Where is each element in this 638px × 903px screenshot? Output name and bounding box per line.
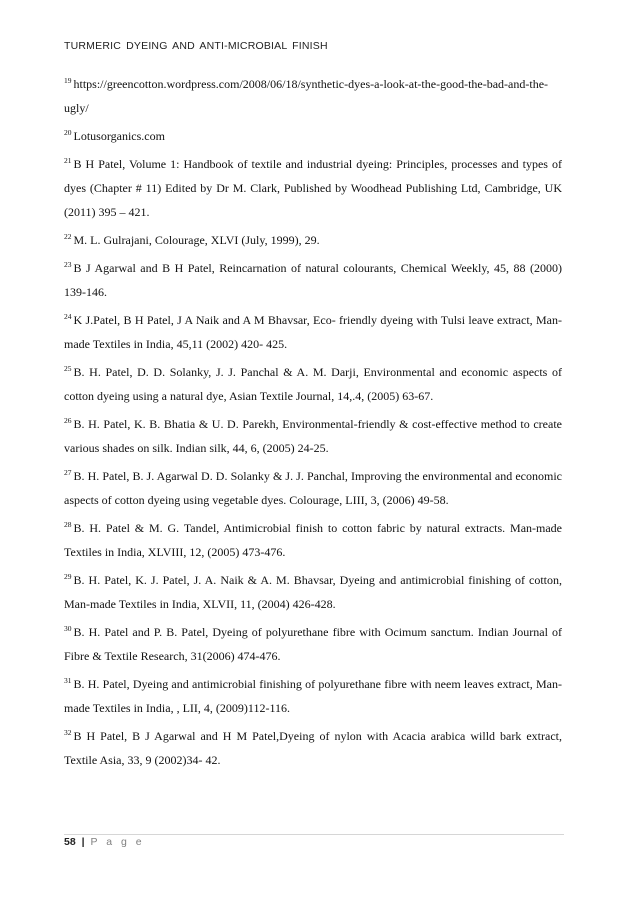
reference-item xyxy=(64,152,562,224)
reference-item xyxy=(64,568,562,616)
reference-text: K J.Patel, B H Patel, J A Naik and A M Bhavsar, Eco- friendly dyeing with Tulsi leave extract, Man-made Textiles in India, 45,11 (2002) 420- 425. xyxy=(64,313,562,351)
reference-text: B. H. Patel and P. B. Patel, Dyeing of polyurethane fibre with Ocimum sanctum. Indian Journal of Fibre & Textile Research, 31(2006) 474-476. xyxy=(64,625,562,663)
reference-list xyxy=(64,72,562,776)
reference-number: 28 xyxy=(64,520,72,529)
reference-number: 25 xyxy=(64,364,72,373)
reference-number: 27 xyxy=(64,468,72,477)
reference-text: B H Patel, B J Agarwal and H M Patel,Dyeing of nylon with Acacia arabica willd bark extract, Textile Asia, 33, 9 (2002)34- 42. xyxy=(64,729,562,767)
reference-number: 21 xyxy=(64,156,72,165)
reference-text: B. H. Patel, Dyeing and antimicrobial finishing of polyurethane fibre with neem leaves extract, Man-made Textiles in India, , LII, 4, (2009)112-116. xyxy=(64,677,562,715)
reference-number: 29 xyxy=(64,572,72,581)
reference-number: 24 xyxy=(64,312,72,321)
reference-number: 31 xyxy=(64,676,72,685)
page-label: P a g e xyxy=(90,836,145,848)
reference-text: B. H. Patel, D. D. Solanky, J. J. Panchal & A. M. Darji, Environmental and economic aspects of cotton dyeing using a natural dye, Asian Textile Journal, 14,.4, (2005) 63-67. xyxy=(64,365,562,403)
reference-text: B. H. Patel & M. G. Tandel, Antimicrobial finish to cotton fabric by natural extracts. Man-made Textiles in India, XLVIII, 12, (2005) 473-476. xyxy=(64,521,562,559)
reference-item xyxy=(64,124,562,148)
footer-divider xyxy=(64,834,564,835)
reference-item xyxy=(64,464,562,512)
reference-text: Lotusorganics.com xyxy=(73,129,165,143)
page-footer xyxy=(64,836,145,848)
reference-item xyxy=(64,256,562,304)
reference-item xyxy=(64,672,562,720)
reference-text: B. H. Patel, K. B. Bhatia & U. D. Parekh, Environmental-friendly & cost-effective method to create various shades on silk. Indian silk, 44, 6, (2005) 24-25. xyxy=(64,417,562,455)
reference-item xyxy=(64,308,562,356)
reference-number: 23 xyxy=(64,260,72,269)
page-number: 58 xyxy=(64,836,76,848)
reference-item xyxy=(64,412,562,460)
reference-text: https://greencotton.wordpress.com/2008/06/18/synthetic-dyes-a-look-at-the-good-the-bad-and-the-ugly/ xyxy=(64,77,549,115)
reference-number: 20 xyxy=(64,128,72,137)
reference-item xyxy=(64,72,562,120)
reference-text: B J Agarwal and B H Patel, Reincarnation of natural colourants, Chemical Weekly, 45, 88 (2000) 139-146. xyxy=(64,261,562,299)
reference-number: 30 xyxy=(64,624,72,633)
reference-text: B. H. Patel, B. J. Agarwal D. D. Solanky & J. J. Panchal, Improving the environmental and economic aspects of cotton dyeing using vegetable dyes. Colourage, LIII, 3, (2006) 49-58. xyxy=(64,469,562,507)
reference-text: B. H. Patel, K. J. Patel, J. A. Naik & A. M. Bhavsar, Dyeing and antimicrobial finishing of cotton, Man-made Textiles in India, XLVII, 11, (2004) 426-428. xyxy=(64,573,562,611)
reference-item xyxy=(64,724,562,772)
reference-number: 22 xyxy=(64,232,72,241)
reference-item xyxy=(64,360,562,408)
reference-number: 26 xyxy=(64,416,72,425)
footer-separator: | xyxy=(81,836,85,848)
reference-item xyxy=(64,516,562,564)
reference-item xyxy=(64,620,562,668)
reference-number: 19 xyxy=(64,76,72,85)
reference-number: 32 xyxy=(64,728,72,737)
running-header: TURMERIC DYEING AND ANTI-MICROBIAL FINISH xyxy=(64,40,328,52)
reference-text: M. L. Gulrajani, Colourage, XLVI (July, 1999), 29. xyxy=(73,233,320,247)
reference-item xyxy=(64,228,562,252)
reference-text: B H Patel, Volume 1: Handbook of textile and industrial dyeing: Principles, processes and types of dyes (Chapter # 11) Edited by Dr M. Clark, Published by Woodhead Publishing Ltd, Cambridge, UK (2011) 395 – 421. xyxy=(64,157,562,219)
